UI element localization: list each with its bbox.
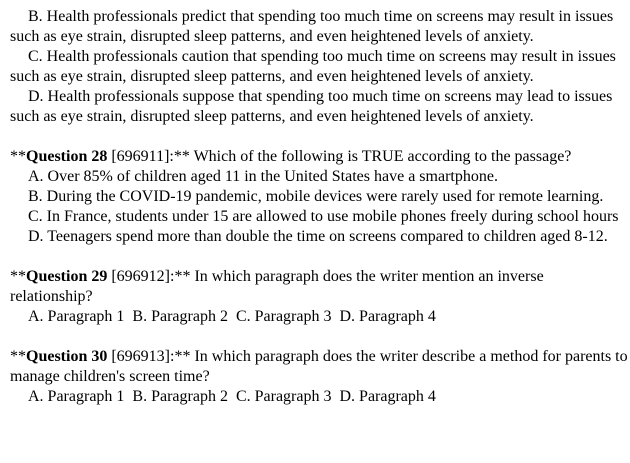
option-d-previous: D. Health professionals suppose that spending too much time on screens may lead to issues such as eye strain, disrupted sleep patterns, and even heightened levels of anxiety. — [10, 88, 613, 125]
question-30-text: In which paragraph does the writer describe a method for parents to manage children's screen time? — [10, 348, 628, 385]
option-c-previous: C. Health professionals caution that spending too much time on screens may result in issues such as eye strain, disrupted sleep patterns, and even heightened levels of anxiety. — [10, 48, 616, 85]
document-body — [10, 7, 628, 407]
question-28-prefix: ** — [10, 148, 26, 165]
question-29-prefix: ** — [10, 268, 26, 285]
question-30-option-a: A. Paragraph 1 — [28, 388, 125, 405]
question-29-option-c: C. Paragraph 3 — [235, 308, 332, 325]
question-28-option-c: C. In France, students under 15 are allowed to use mobile phones freely during school hours — [28, 208, 619, 225]
question-29-option-b: B. Paragraph 2 — [132, 308, 228, 325]
question-29-label: Question 29 — [26, 268, 108, 285]
question-30-prefix: ** — [10, 348, 26, 365]
question-30-options — [10, 387, 628, 407]
spacer — [10, 327, 628, 347]
spacer — [10, 247, 628, 267]
question-30-option-b: B. Paragraph 2 — [132, 388, 228, 405]
question-29-stem — [10, 267, 628, 307]
question-29-option-d: D. Paragraph 4 — [339, 308, 436, 325]
question-28-stem — [10, 147, 628, 167]
question-30-id: [696913]:** — [107, 348, 191, 365]
spacer — [10, 127, 628, 147]
question-29-option-a: A. Paragraph 1 — [28, 308, 125, 325]
question-30-option-d: D. Paragraph 4 — [339, 388, 436, 405]
question-28-text: Which of the following is TRUE according to the passage? — [189, 148, 572, 165]
question-29-options — [10, 307, 628, 327]
question-28-option-a: A. Over 85% of children aged 11 in the United States have a smartphone. — [28, 168, 498, 185]
question-28-label: Question 28 — [26, 148, 108, 165]
question-29-text: In which paragraph does the writer mention an inverse relationship? — [10, 268, 544, 305]
question-29-id: [696912]:** — [107, 268, 191, 285]
question-28-id: [696911]:** — [107, 148, 190, 165]
question-30-option-c: C. Paragraph 3 — [235, 388, 332, 405]
question-30-label: Question 30 — [26, 348, 108, 365]
question-28-option-d: D. Teenagers spend more than double the time on screens compared to children aged 8-12. — [28, 228, 608, 245]
question-30-stem — [10, 347, 628, 387]
option-b-previous: B. Health professionals predict that spending too much time on screens may result in issues such as eye strain, disrupted sleep patterns, and even heightened levels of anxiety. — [10, 8, 614, 45]
question-28-option-b: B. During the COVID-19 pandemic, mobile devices were rarely used for remote learning. — [28, 188, 604, 205]
